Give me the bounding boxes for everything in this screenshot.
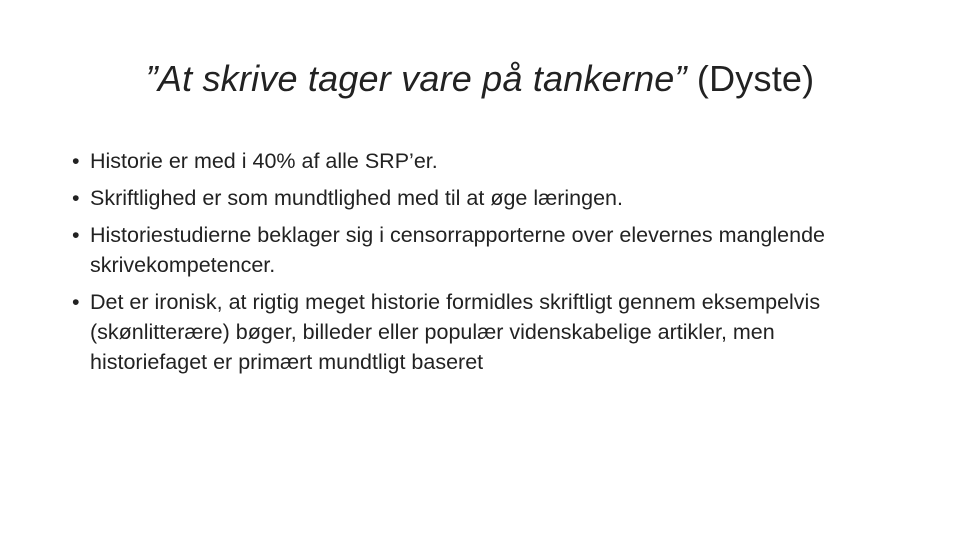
title-attribution: (Dyste) [686,58,815,99]
bullet-item [72,220,872,280]
bullet-dot: • [72,223,80,247]
bullet-text: Historiestudierne beklager sig i censorrapporterne over elevernes manglende skrivekompetencer. [90,223,825,277]
bullet-text: Det er ironisk, at rigtig meget historie formidles skriftligt gennem eksempelvis (skønlitterære) bøger, billeder eller populær videnskabelige artikler, men historiefaget er primært mundtligt baseret [90,290,821,374]
bullet-list [72,146,872,384]
bullet-text: Skriftlighed er som mundtlighed med til at øge læringen. [90,186,623,210]
bullet-item [72,146,872,176]
bullet-item [72,287,872,377]
bullet-dot: • [72,186,80,210]
bullet-dot: • [72,149,80,173]
title-quote: ”At skrive tager vare på tankerne” [145,58,687,99]
bullet-dot: • [72,290,80,314]
slide-title [0,58,960,100]
bullet-text: Historie er med i 40% af alle SRP’er. [90,149,438,173]
bullet-item [72,183,872,213]
